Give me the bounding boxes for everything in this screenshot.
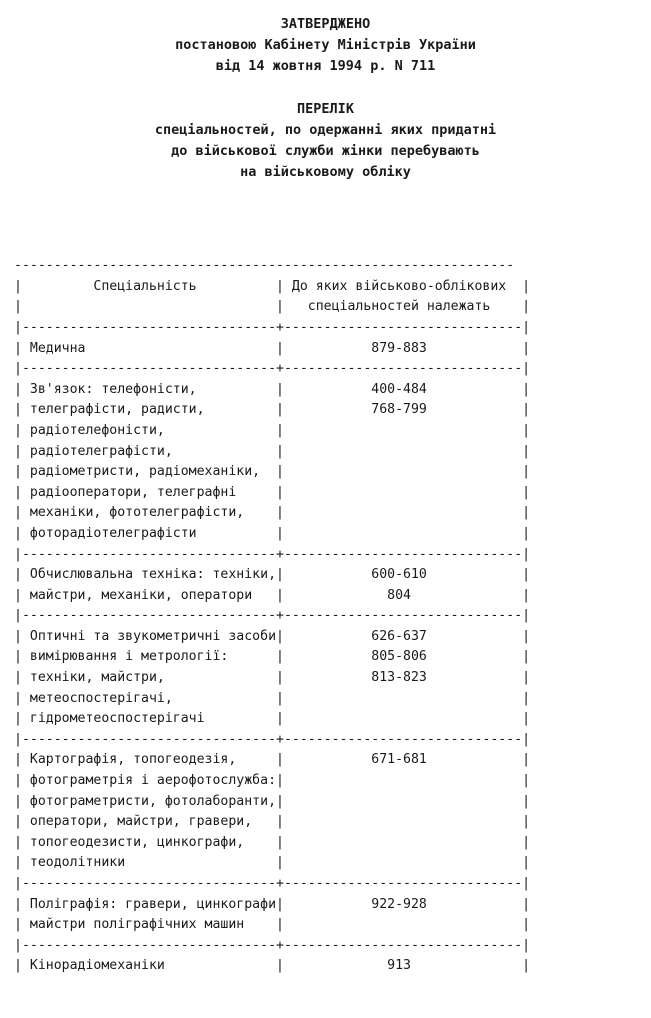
table-row: | теодолітники | | [14, 855, 531, 871]
table-rule: |--------------------------------+------------------------------| [14, 937, 531, 953]
table-rule: |--------------------------------+------------------------------| [14, 319, 531, 335]
table-row: | фотограметрія і аерофотослужба:| | [14, 773, 531, 789]
title-line-3: до військової служби жінки перебувають [171, 143, 480, 159]
table-row: | Кінорадіомеханіки | 913 | [14, 958, 531, 974]
table-row: | оператори, майстри, гравери, | | [14, 814, 531, 830]
table-row: | вимірювання і метрології: | 805-806 | [14, 649, 531, 665]
table-row: | телеграфісти, радисти, | 768-799 | [14, 402, 531, 418]
table-rule-top: --------------------------------------------------------------- [14, 258, 515, 274]
table-row: | радіооператори, телеграфні | | [14, 484, 531, 500]
approval-line-3: від 14 жовтня 1994 р. N 711 [215, 58, 436, 74]
title-line-4: на військовому обліку [240, 164, 411, 180]
approval-line-1: ЗАТВЕРДЖЕНО [280, 16, 371, 32]
table-rule: |--------------------------------+------------------------------| [14, 608, 531, 624]
table-row: | Обчислювальна техніка: техніки,| 600-610 | [14, 567, 531, 583]
approval-line-2: постановою Кабінету Міністрів України [175, 37, 476, 53]
table-row: | топогеодезисти, цинкографи, | | [14, 834, 531, 850]
table-row: | майстри, механіки, оператори | 804 | [14, 587, 531, 603]
table-row: | Зв'язок: телефоністи, | 400-484 | [14, 381, 531, 397]
document-title [14, 99, 637, 183]
table-row: | майстри поліграфічних машин | | [14, 917, 531, 933]
table-row: | радіотелефоністи, | | [14, 422, 531, 438]
table-row: | радіометристи, радіомеханіки, | | [14, 464, 531, 480]
title-line-1: ПЕРЕЛІК [297, 101, 354, 117]
approval-block [14, 14, 637, 77]
table-rule: |--------------------------------+------------------------------| [14, 546, 531, 562]
table-row: | Картографія, топогеодезія, | 671-681 | [14, 752, 531, 768]
table-rule: |--------------------------------+------------------------------| [14, 876, 531, 891]
title-line-2: спеціальностей, по одержанні яких придатні [154, 122, 497, 138]
table-rule: |--------------------------------+------------------------------| [14, 731, 531, 747]
table-header-row: | | спеціальностей належать | [14, 299, 531, 315]
table-row: | гідрометеоспостерігачі | | [14, 711, 531, 727]
table-row: | метеоспостерігачі, | | [14, 690, 531, 706]
table-header-row: | Спеціальність | До яких військово-облікових | [14, 278, 531, 294]
table-row: | техніки, майстри, | 813-823 | [14, 670, 531, 686]
table-row: | фотограметристи, фотолаборанти,| | [14, 793, 531, 809]
table-row: | механіки, фототелеграфісти, | | [14, 505, 531, 521]
table-row: | фоторадіотелеграфісти | | [14, 525, 531, 541]
table-rule: |--------------------------------+------------------------------| [14, 361, 531, 377]
table-row: | Поліграфія: гравери, цинкографи| 922-928 | [14, 896, 531, 912]
table-row: | радіотелеграфісти, | | [14, 443, 531, 459]
specialties-table [14, 215, 637, 1018]
table-row: | Оптичні та звукометричні засоби| 626-637 | [14, 628, 531, 644]
table-row: | Медична | 879-883 | [14, 340, 531, 356]
